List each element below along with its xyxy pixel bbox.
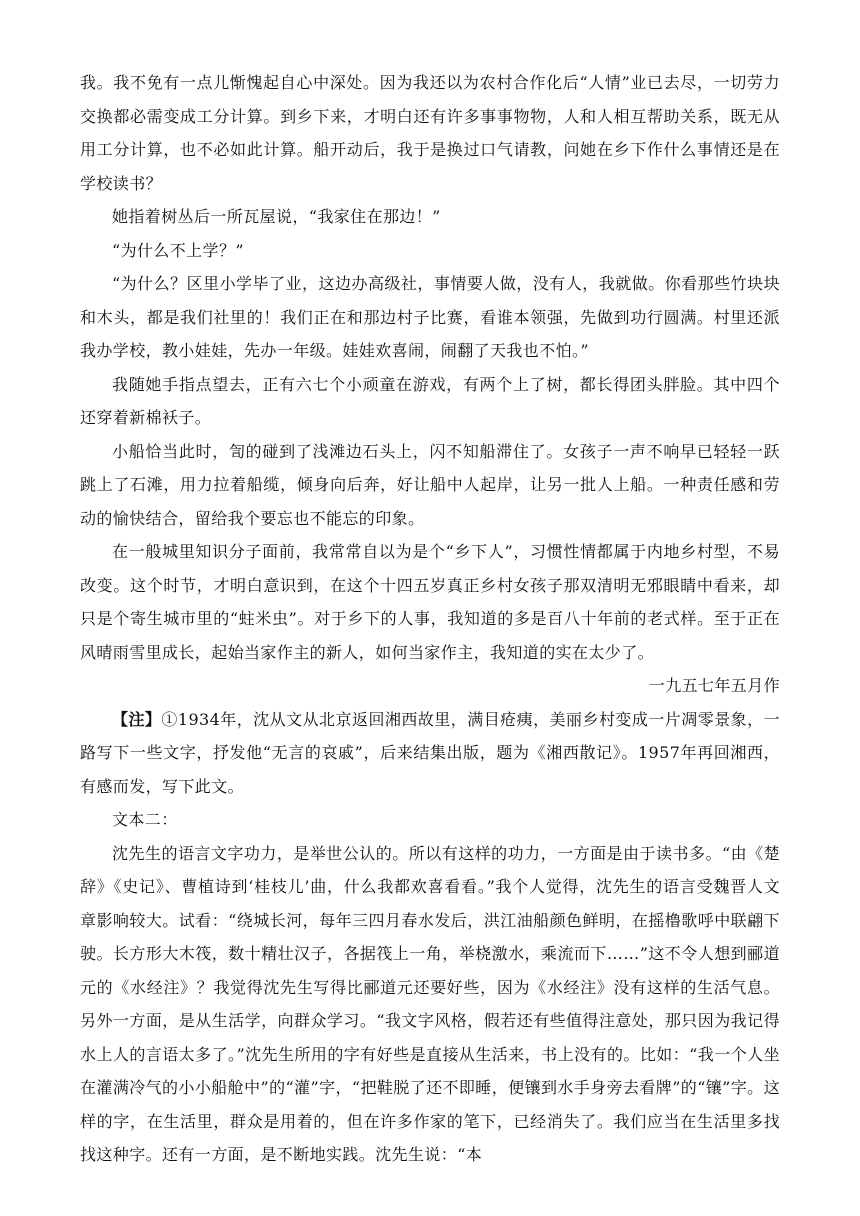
note-tag: 【注】 xyxy=(112,709,162,729)
paragraph: 在一般城里知识分子面前，我常常自以为是个“乡下人”，习惯性情都属于内地乡村型，不易改变。这个时节，才明白意识到，在这个十四五岁真正乡村女孩子那双清明无邪眼睛中看来，却只是个寄生城市里的“蛀米虫”。对于乡下的人事，我知道的多是百八十年前的老式样。至于正在风晴雨雪里成长，起始当家作主的新人，如何当家作主，我知道的实在太少了。 xyxy=(80,542,780,662)
date-line: 一九五七年五月作 xyxy=(648,676,780,695)
paragraph: 我。我不免有一点儿惭愧起自心中深处。因为我还以为农村合作化后“人情”业已去尽，一切劳力交换都必需变成工分计算。到乡下来，才明白还有许多事事物物，人和人相互帮助关系，既无从用工分计算，也不必如此计算。船开动后，我于是换过口气请教，问她在乡下作什么事情还是在学校读书？ xyxy=(80,73,780,193)
paragraph: 我随她手指点望去，正有六七个小顽童在游戏，有两个上了树，都长得团头胖脸。其中四个还穿着新棉袄子。 xyxy=(80,374,780,427)
text2-label: 文本二： xyxy=(112,810,178,829)
note-body: ①1934年，沈从文从北京返回湘西故里，满目疮痍，美丽乡村变成一片凋零景象，一路写下一些文字，抒发他“无言的哀戚”，后来结集出版，题为《湘西散记》。1957年再回湘西，有感而发，写下此文。 xyxy=(80,709,780,796)
paragraph: 沈先生的语言文字功力，是举世公认的。所以有这样的功力，一方面是由于读书多。“由《楚辞》《史记》、曹植诗到‘桂枝儿’曲，什么我都欢喜看看。”我个人觉得，沈先生的语言受魏晋人文章影响较大。试看：“绕城长河，每年三四月春水发后，洪江油船颜色鲜明，在摇橹歌呼中联翩下驶。长方形大木筏，数十精壮汉子，各据筏上一角，举桡激水，乘流而下……”这不令人想到郦道元的《水经注》？我觉得沈先生写得比郦道元还要好些，因为《水经注》没有这样的生活气息。另外一方面，是从生活学，向群众学习。“我文字风格，假若还有些值得注意处，那只因为我记得水上人的言语太多了。”沈先生所用的字有好些是直接从生活来，书上没有的。比如：“我一个人坐在灌满冷气的小小船舱中”的“灌”字，“把鞋脱了还不即睡，便镶到水手身旁去看牌”的“镶”字。这样的字，在生活里，群众是用着的，但在许多作家的笔下，已经消失了。我们应当在生活里多找找这种字。还有一方面，是不断地实践。沈先生说：“本 xyxy=(80,843,780,1164)
paragraph: 她指着树丛后一所瓦屋说，“我家住在那边！” xyxy=(112,207,441,226)
document-page xyxy=(80,66,780,1172)
paragraph: 小船恰当此时，訇的碰到了浅滩边石头上，闪不知船滞住了。女孩子一声不响早已轻轻一跃跳上了石滩，用力拉着船缆，倾身向后奔，好让船中人起岸，让另一批人上船。一种责任感和劳动的愉快结合，留给我个要忘也不能忘的印象。 xyxy=(80,441,780,528)
note-paragraph xyxy=(80,703,780,804)
paragraph: “为什么？区里小学毕了业，这边办高级社，事情要人做，没有人，我就做。你看那些竹块块和木头，都是我们社里的！我们正在和那边村子比赛，看谁本领强，先做到功行圆满。村里还派我办学校，教小娃娃，先办一年级。娃娃欢喜闹，闹翻了天我也不怕。” xyxy=(80,274,780,360)
paragraph: “为什么不上学？” xyxy=(112,240,244,260)
